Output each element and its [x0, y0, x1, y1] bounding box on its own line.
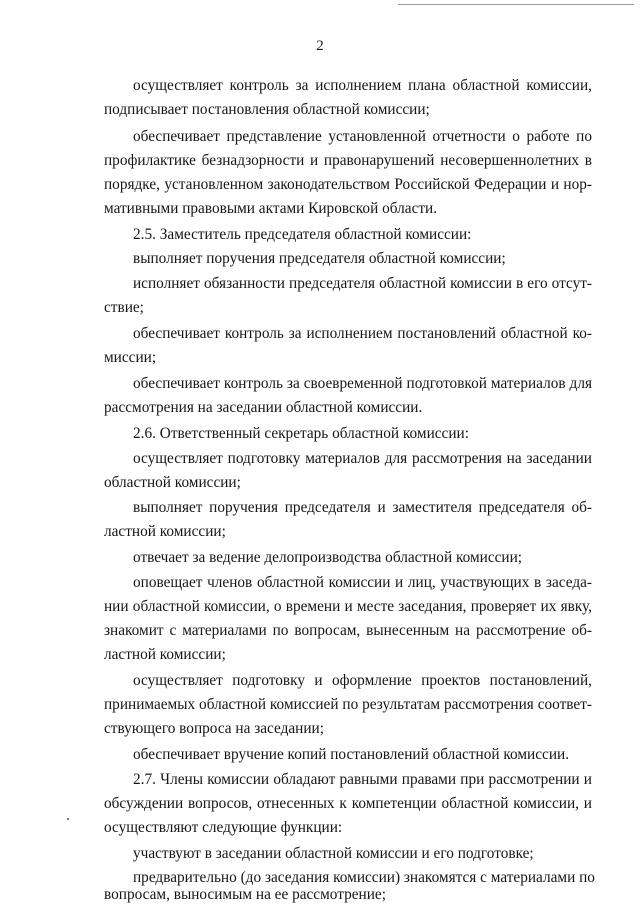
text-line: ствие; [104, 299, 144, 316]
text-line: оповещает членов областной комиссии и лиц, участвующих в заседа- [133, 574, 592, 591]
text-line: выполняет поручения председателя областной комиссии; [133, 250, 506, 267]
top-rule [398, 4, 634, 5]
text-line: осуществляет контроль за исполнением плана областной комиссии, [133, 77, 592, 94]
scan-speck [67, 818, 69, 820]
page-number: 2 [316, 38, 324, 54]
text-line: осуществляет подготовку и оформление проектов постановлений, [133, 672, 592, 689]
text-line: ластной комиссии; [104, 523, 226, 540]
text-line: осуществляют следующие функции: [104, 819, 343, 836]
text-line: ствующего вопроса на заседании; [104, 720, 324, 737]
text-line: обеспечивает контроль за своевременной подготовкой материалов для [133, 375, 592, 392]
text-line: областной комиссии; [104, 474, 241, 491]
section-heading: 2.6. Ответственный секретарь областной комиссии: [133, 425, 469, 442]
text-line: обеспечивает контроль за исполнением постановлений областной ко- [133, 325, 592, 342]
text-line: выполняет поручения председателя и заместителя председателя об- [133, 499, 592, 516]
text-line: исполняет обязанности председателя областной комиссии в его отсут- [133, 275, 592, 292]
text-line: рассмотрения на заседании областной комиссии. [104, 399, 423, 416]
text-line: мативными правовыми актами Кировской области. [104, 200, 438, 217]
text-line: принимаемых областной комиссией по результатам рассмотрения соответ- [104, 696, 592, 713]
text-line: обеспечивает вручение копий постановлений областной комиссии. [133, 746, 570, 763]
section-heading: 2.7. Члены комиссии обладают равными правами при рассмотрении и [133, 771, 592, 788]
text-line: обсуждении вопросов, отнесенных к компетенции областной комиссии, и [104, 795, 592, 812]
text-line: нии областной комиссии, о времени и месте заседания, проверяет их явку, [104, 598, 592, 615]
text-line: вопросам, выносимым на ее рассмотрение; [104, 886, 386, 903]
text-line: профилактике безнадзорности и правонарушений несовершеннолетних в [104, 152, 592, 169]
text-line: ластной комиссии; [104, 646, 226, 663]
text-line: миссии; [104, 349, 157, 366]
text-line: порядке, установленном законодательством Российской Федерации и нор- [104, 176, 592, 193]
text-line: обеспечивает представление установленной отчетности о работе по [133, 128, 592, 145]
section-heading: 2.5. Заместитель председателя областной комиссии: [133, 226, 472, 243]
text-line: подписывает постановления областной комиссии; [104, 101, 430, 118]
text-line: отвечает за ведение делопроизводства областной комиссии; [133, 549, 523, 566]
text-line: предварительно (до заседания комиссии) знакомятся с материалами по [133, 869, 595, 886]
text-line: участвуют в заседании областной комиссии и его подготовке; [133, 845, 534, 862]
text-line: знакомит с материалами по вопросам, вынесенным на рассмотрение об- [104, 622, 592, 639]
text-line: осуществляет подготовку материалов для рассмотрения на заседании [133, 450, 592, 467]
